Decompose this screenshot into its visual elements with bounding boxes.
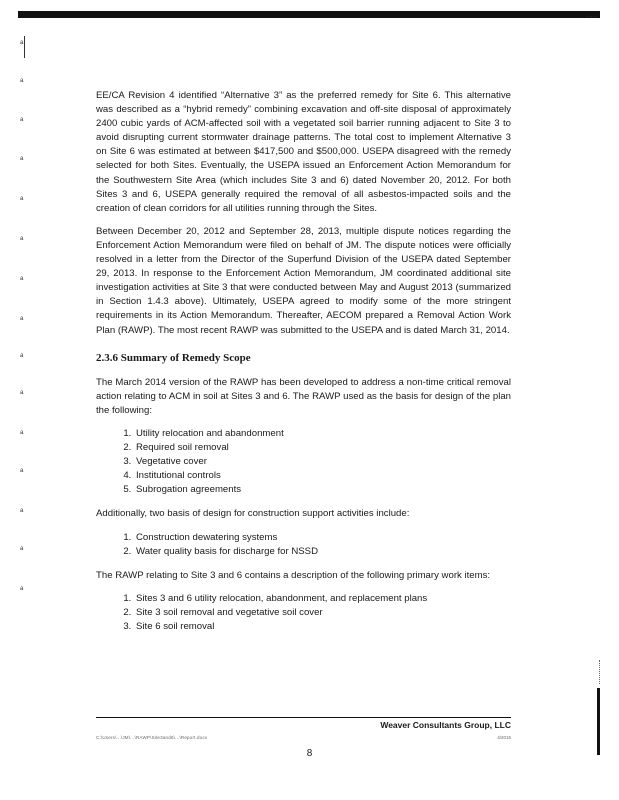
- list-item: 1. Sites 3 and 6 utility relocation, abandonment, and replacement plans: [134, 592, 511, 606]
- list-item: 4. Institutional controls: [134, 469, 511, 483]
- list-item: 2. Site 3 soil removal and vegetative soil cover: [134, 606, 511, 620]
- list-item: 1. Construction dewatering systems: [134, 531, 511, 545]
- page-number: 8: [306, 748, 313, 759]
- margin-mark: a: [20, 468, 24, 474]
- margin-mark: a: [20, 117, 24, 123]
- header-text: · · · · ·: [585, 14, 597, 19]
- design-basis-list: [96, 427, 511, 497]
- work-items-list: [96, 592, 511, 634]
- section-heading: 2.3.6 Summary of Remedy Scope: [96, 351, 251, 364]
- list-item: 3. Vegetative cover: [134, 455, 511, 469]
- footer-file-path: C:\Users\...\JM\...\RAWP\Site3and6\...\Report.docx: [96, 735, 208, 740]
- paragraph: The March 2014 version of the RAWP has been developed to address a non-time critical removal action relating to ACM in soil at Sites 3 and 6. The RAWP used as the basis for design of the plan the following:: [96, 376, 511, 416]
- list-item: 2. Required soil removal: [134, 441, 511, 455]
- list-item: 5. Subrogation agreements: [134, 483, 511, 497]
- paragraph: The RAWP relating to Site 3 and 6 contains a description of the following primary work items:: [96, 569, 491, 581]
- footer-rule: [96, 717, 511, 718]
- support-list: [96, 531, 511, 559]
- margin-mark: a: [20, 508, 24, 514]
- margin-mark: a: [20, 156, 24, 162]
- margin-mark: a: [20, 546, 24, 552]
- margin-mark: a: [20, 78, 24, 84]
- list-item: 1. Utility relocation and abandonment: [134, 427, 511, 441]
- paragraph: Additionally, two basis of design for construction support activities include:: [96, 508, 410, 520]
- margin-mark: a: [20, 316, 24, 322]
- paragraph: Between December 20, 2012 and September 28, 2013, multiple dispute notices regarding the Enforcement Action Memorandum were filed on behalf of JM. The dispute notices were officially resolved in a letter from the Director of the Superfund Division of the USEPA dated September 29, 2013. In response to the Enforcement Action Memorandum, JM coordinated additional site investigation activities at Site 3 that were conducted between May and August 2013 (summarized in Section 1.4.3 above). Ultimately, USEPA agreed to modify some of the more stringent requirements in its Action Memorandum. Thereafter, AECOM prepared a Removal Action Work Plan (RAWP). The most recent RAWP was submitted to the USEPA and is dated March 31, 2014.: [96, 225, 511, 336]
- header-rule: [18, 11, 600, 18]
- paragraph: EE/CA Revision 4 identified “Alternative 3” as the preferred remedy for Site 6. This alternative was described as a “hybrid remedy” combining excavation and off-site disposal of approximately 2400 cubic yards of ACM-affected soil with a vegetated soil barrier running adjacent to Site 3 to avoid disrupting current stormwater drainage patterns. The total cost to implement Alternative 3 on Site 6 was estimated at between $417,500 and $500,000. USEPA disagreed with the remedy selected for both Sites. Eventually, the USEPA issued an Enforcement Action Memorandum for the Southwestern Site Area (which includes Site 3 and 6) dated November 20, 2012. For both Sites 3 and 6, USEPA generally required the removal of all asbestos-impacted soils and the creation of clean corridors for all utilities running through the Sites.: [96, 90, 511, 214]
- margin-mark: a: [20, 236, 24, 242]
- footer-company: Weaver Consultants Group, LLC: [380, 720, 511, 730]
- margin-mark: a: [20, 196, 24, 202]
- margin-mark: a: [20, 276, 24, 282]
- margin-mark: a: [20, 353, 24, 359]
- right-edge-bar: [597, 688, 600, 755]
- page-body: [96, 89, 511, 644]
- margin-mark: a: [20, 586, 24, 592]
- list-item: 2. Water quality basis for discharge for NSSD: [134, 545, 511, 559]
- footer-date: 4/2015: [497, 735, 511, 740]
- list-item: 3. Site 6 soil removal: [134, 620, 511, 634]
- margin-mark: a: [20, 40, 24, 46]
- right-dotted-mark: [599, 660, 601, 684]
- margin-line: [24, 36, 25, 58]
- margin-mark: a: [20, 390, 24, 396]
- margin-mark: a: [20, 430, 24, 436]
